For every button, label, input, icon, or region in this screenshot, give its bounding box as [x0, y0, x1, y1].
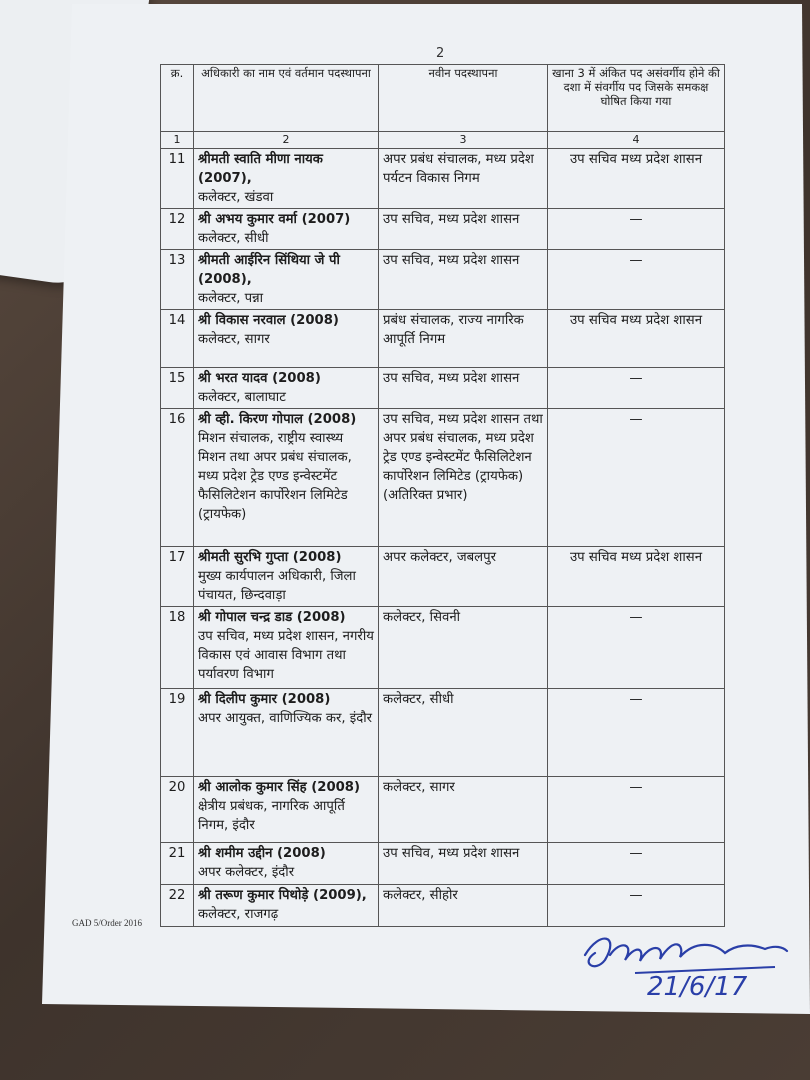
serial-number: 22 — [161, 885, 194, 927]
header-officer: अधिकारी का नाम एवं वर्तमान पदस्थापना — [194, 65, 379, 132]
new-posting: उप सचिव, मध्य प्रदेश शासन — [379, 368, 548, 409]
header-serial: क्र. — [161, 65, 194, 132]
officer-name: श्रीमती स्वाति मीणा नायक (2007), — [198, 152, 323, 186]
officer-cell — [194, 250, 379, 310]
new-posting: उप सचिव, मध्य प्रदेश शासन — [379, 209, 548, 250]
new-posting: उप सचिव, मध्य प्रदेश शासन तथा अपर प्रबंध संचालक, मध्य प्रदेश ट्रेड एण्ड इन्वेस्टमेंट फैसिलिटेशन कार्पोरेशन लिमिटेड (ट्रायफेक)(अतिरिक्त प्रभार) — [379, 409, 548, 547]
new-posting: उप सचिव, मध्य प्रदेश शासन — [379, 250, 548, 310]
table-row — [161, 547, 725, 607]
officer-name: श्रीमती आईरिन सिंथिया जे पी (2008), — [198, 253, 340, 287]
current-posting: कलेक्टर, राजगढ़ — [198, 907, 279, 922]
new-posting: कलेक्टर, सागर — [379, 777, 548, 843]
new-posting: कलेक्टर, सीहोर — [379, 885, 548, 927]
equivalent-post: उप सचिव मध्य प्रदेश शासन — [548, 310, 725, 368]
table-row — [161, 310, 725, 368]
header-new-post: नवीन पदस्थापना — [379, 65, 548, 132]
officer-name: श्री दिलीप कुमार (2008) — [198, 692, 331, 707]
serial-number: 14 — [161, 310, 194, 368]
new-posting: कलेक्टर, सीधी — [379, 689, 548, 777]
new-posting: अपर प्रबंध संचालक, मध्य प्रदेश पर्यटन विकास निगम — [379, 149, 548, 209]
table-row — [161, 689, 725, 777]
equivalent-post: — — [548, 843, 725, 885]
column-number: 2 — [194, 132, 379, 149]
table-row — [161, 843, 725, 885]
officer-cell — [194, 689, 379, 777]
officer-name: श्रीमती सुरभि गुप्ता (2008) — [198, 550, 342, 565]
officer-cell — [194, 209, 379, 250]
officer-name: श्री तरूण कुमार पिथोड़े (2009), — [198, 888, 367, 903]
column-number: 3 — [379, 132, 548, 149]
column-number-row — [161, 132, 725, 149]
table-row — [161, 209, 725, 250]
current-posting: कलेक्टर, सागर — [198, 332, 270, 347]
officer-cell — [194, 843, 379, 885]
serial-number: 16 — [161, 409, 194, 547]
officer-cell — [194, 885, 379, 927]
serial-number: 20 — [161, 777, 194, 843]
current-posting: कलेक्टर, बालाघाट — [198, 390, 286, 405]
table-header-row — [161, 65, 725, 132]
serial-number: 21 — [161, 843, 194, 885]
signature-with-date — [575, 925, 790, 1000]
new-posting: उप सचिव, मध्य प्रदेश शासन — [379, 843, 548, 885]
serial-number: 11 — [161, 149, 194, 209]
equivalent-post: — — [548, 607, 725, 689]
serial-number: 13 — [161, 250, 194, 310]
table-row — [161, 250, 725, 310]
current-posting: कलेक्टर, सीधी — [198, 231, 269, 246]
table-row — [161, 368, 725, 409]
column-number: 1 — [161, 132, 194, 149]
officer-cell — [194, 149, 379, 209]
current-posting: उप सचिव, मध्य प्रदेश शासन, नगरीय विकास एवं आवास विभाग तथा पर्यावरण विभाग — [198, 629, 374, 682]
serial-number: 18 — [161, 607, 194, 689]
equivalent-post: — — [548, 209, 725, 250]
transfer-order-table — [160, 64, 725, 927]
equivalent-post: — — [548, 250, 725, 310]
officer-cell — [194, 368, 379, 409]
officer-name: श्री भरत यादव (2008) — [198, 371, 321, 386]
table-row — [161, 777, 725, 843]
officer-name: श्री गोपाल चन्द्र डाड (2008) — [198, 610, 346, 625]
current-posting: अपर कलेक्टर, इंदौर — [198, 865, 295, 880]
table-row — [161, 149, 725, 209]
table-row — [161, 885, 725, 927]
current-posting: कलेक्टर, पन्ना — [198, 291, 264, 306]
equivalent-post: — — [548, 777, 725, 843]
equivalent-post: — — [548, 409, 725, 547]
column-number: 4 — [548, 132, 725, 149]
serial-number: 15 — [161, 368, 194, 409]
equivalent-post: उप सचिव मध्य प्रदेश शासन — [548, 547, 725, 607]
officer-cell — [194, 547, 379, 607]
officer-name: श्री आलोक कुमार सिंह (2008) — [198, 780, 360, 795]
new-posting: अपर कलेक्टर, जबलपुर — [379, 547, 548, 607]
serial-number: 19 — [161, 689, 194, 777]
current-posting: मुख्य कार्यपालन अधिकारी, जिला पंचायत, छिन्दवाड़ा — [198, 569, 356, 603]
current-posting: क्षेत्रीय प्रबंधक, नागरिक आपूर्ति निगम, इंदौर — [198, 799, 345, 833]
officer-cell — [194, 310, 379, 368]
officer-cell — [194, 607, 379, 689]
serial-number: 17 — [161, 547, 194, 607]
equivalent-post: — — [548, 689, 725, 777]
new-posting: कलेक्टर, सिवनी — [379, 607, 548, 689]
new-posting: प्रबंध संचालक, राज्य नागरिक आपूर्ति निगम — [379, 310, 548, 368]
equivalent-post: — — [548, 885, 725, 927]
equivalent-post: उप सचिव मध्य प्रदेश शासन — [548, 149, 725, 209]
officer-cell — [194, 777, 379, 843]
current-posting: अपर आयुक्त, वाणिज्यिक कर, इंदौर — [198, 711, 373, 726]
officer-name: श्री विकास नरवाल (2008) — [198, 313, 339, 328]
officer-cell — [194, 409, 379, 547]
page-number: 2 — [436, 46, 445, 61]
current-posting: कलेक्टर, खंडवा — [198, 190, 274, 205]
serial-number: 12 — [161, 209, 194, 250]
officer-name: श्री अभय कुमार वर्मा (2007) — [198, 212, 351, 227]
footer-code: GAD 5/Order 2016 — [72, 918, 142, 928]
current-posting: मिशन संचालक, राष्ट्रीय स्वास्थ्य मिशन तथा अपर प्रबंध संचालक, मध्य प्रदेश ट्रेड एण्ड इन्वेस्टमेंट फैसिलिटेशन कार्पोरेशन लिमिटेड (ट्रायफेक) — [198, 431, 352, 522]
signature-date: 21/6/17 — [647, 972, 748, 1000]
header-equivalent-post: खाना 3 में अंकित पद असंवर्गीय होने की दशा में संवर्गीय पद जिसके समकक्ष घोषित किया गया — [548, 65, 725, 132]
officer-name: श्री शमीम उद्दीन (2008) — [198, 846, 326, 861]
table-row — [161, 409, 725, 547]
equivalent-post: — — [548, 368, 725, 409]
table-row — [161, 607, 725, 689]
officer-name: श्री व्ही. किरण गोपाल (2008) — [198, 412, 357, 427]
